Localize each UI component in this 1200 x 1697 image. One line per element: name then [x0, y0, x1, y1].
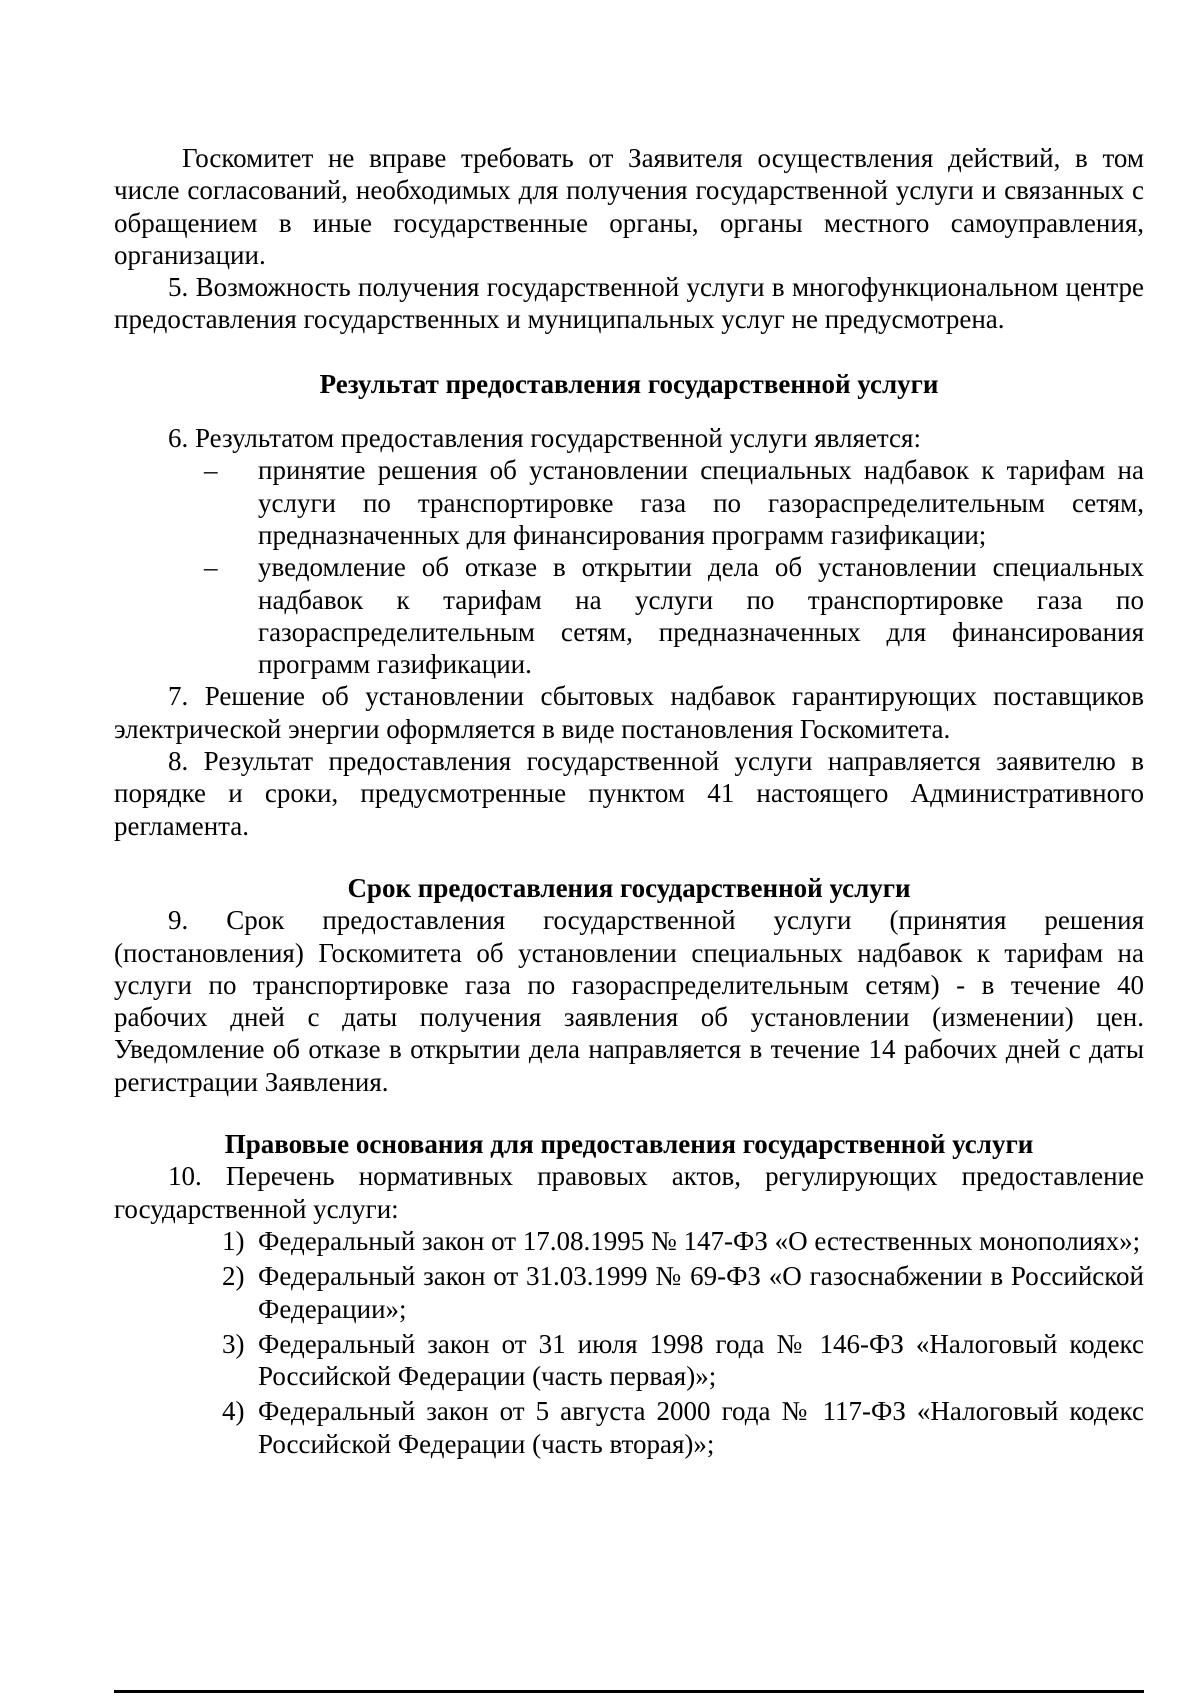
paragraph-requirements: Госкомитет не вправе требовать от Заявителя осуществления действий, в том числе согласований, необходимых для получения государственной услуги и связанных с обращением в иные государственные органы, органы местного самоуправления, организации. [114, 143, 1144, 270]
spacer [114, 1098, 1144, 1128]
law-list-marker: 1) [222, 1225, 245, 1256]
law-list-item-text: Федеральный закон от 31 июля 1998 года № 146-ФЗ «Налоговый кодекс Российской Федерации (часть первая)»; [258, 1328, 1144, 1392]
spacer [114, 400, 1144, 422]
law-list-item [114, 1225, 1144, 1257]
paragraph-item-8: 8. Результат предоставления государственной услуги направляется заявителю в порядке и сроки, предусмотренные пунктом 41 настоящего Административного регламента. [114, 746, 1144, 841]
paragraph-item-10: 10. Перечень нормативных правовых актов, регулирующих предоставление государственной услуги: [114, 1161, 1144, 1224]
law-list-marker: 2) [222, 1261, 245, 1292]
section-heading-term: Срок предоставления государственной услуги [347, 872, 911, 903]
spacer [114, 842, 1144, 872]
dash-list-item [114, 454, 1144, 551]
spacer [114, 336, 1144, 368]
section-heading-legal: Правовые основания для предоставления государственной услуги [224, 1129, 1034, 1160]
dash-marker: – [204, 552, 218, 583]
section-heading-result: Результат предоставления государственной услуги [319, 368, 939, 399]
dash-list-item [114, 551, 1144, 680]
law-list-marker: 3) [222, 1328, 245, 1359]
dash-marker: – [204, 455, 218, 486]
document-body [114, 142, 1144, 1463]
law-list-marker: 4) [222, 1396, 245, 1427]
law-list-item [114, 1260, 1144, 1325]
law-list-item-text: Федеральный закон от 5 августа 2000 года № 117-ФЗ «Налоговый кодекс Российской Федерации (часть вторая)»; [258, 1396, 1144, 1459]
paragraph-item-9: 9. Срок предоставления государственной услуги (принятия решения (постановления) Госкомитета об установлении специальных надбавок к тарифам на услуги по транспортировке газа по газораспределительным сетям) - в течение 40 рабочих дней с даты получения заявления об установлении (изменении) цен. Уведомление об отказе в открытии дела направляется в течение 14 рабочих дней с даты регистрации Заявления. [114, 905, 1144, 1097]
law-list-item-text: Федеральный закон от 17.08.1995 № 147-ФЗ «О естественных монополиях»; [258, 1225, 1141, 1256]
dash-list-item-text: принятие решения об установлении специальных надбавок к тарифам на услуги по транспортировке газа по газораспределительным сетям, предназначенных для финансирования программ газификации; [258, 455, 1144, 550]
law-list-item [114, 1395, 1144, 1460]
law-list-item [114, 1328, 1144, 1393]
dash-list-item-text: уведомление об отказе в открытии дела об установлении специальных надбавок к тарифам на услуги по транспортировке газа по газораспределительным сетям, предназначенных для финансирования программ газификации. [258, 552, 1144, 680]
bottom-rule [114, 1690, 1144, 1693]
paragraph-item-6: 6. Результатом предоставления государственной услуги является: [168, 423, 921, 454]
paragraph-item-7: 7. Решение об установлении сбытовых надбавок гарантирующих поставщиков электрической энергии оформляется в виде постановления Госкомитета. [114, 681, 1144, 744]
law-list-item-text: Федеральный закон от 31.03.1999 № 69-ФЗ «О газоснабжении в Российской Федерации»; [258, 1261, 1144, 1324]
paragraph-item-5: 5. Возможность получения государственной услуги в многофункциональном центре предоставления государственных и муниципальных услуг не предусмотрена. [114, 272, 1144, 335]
